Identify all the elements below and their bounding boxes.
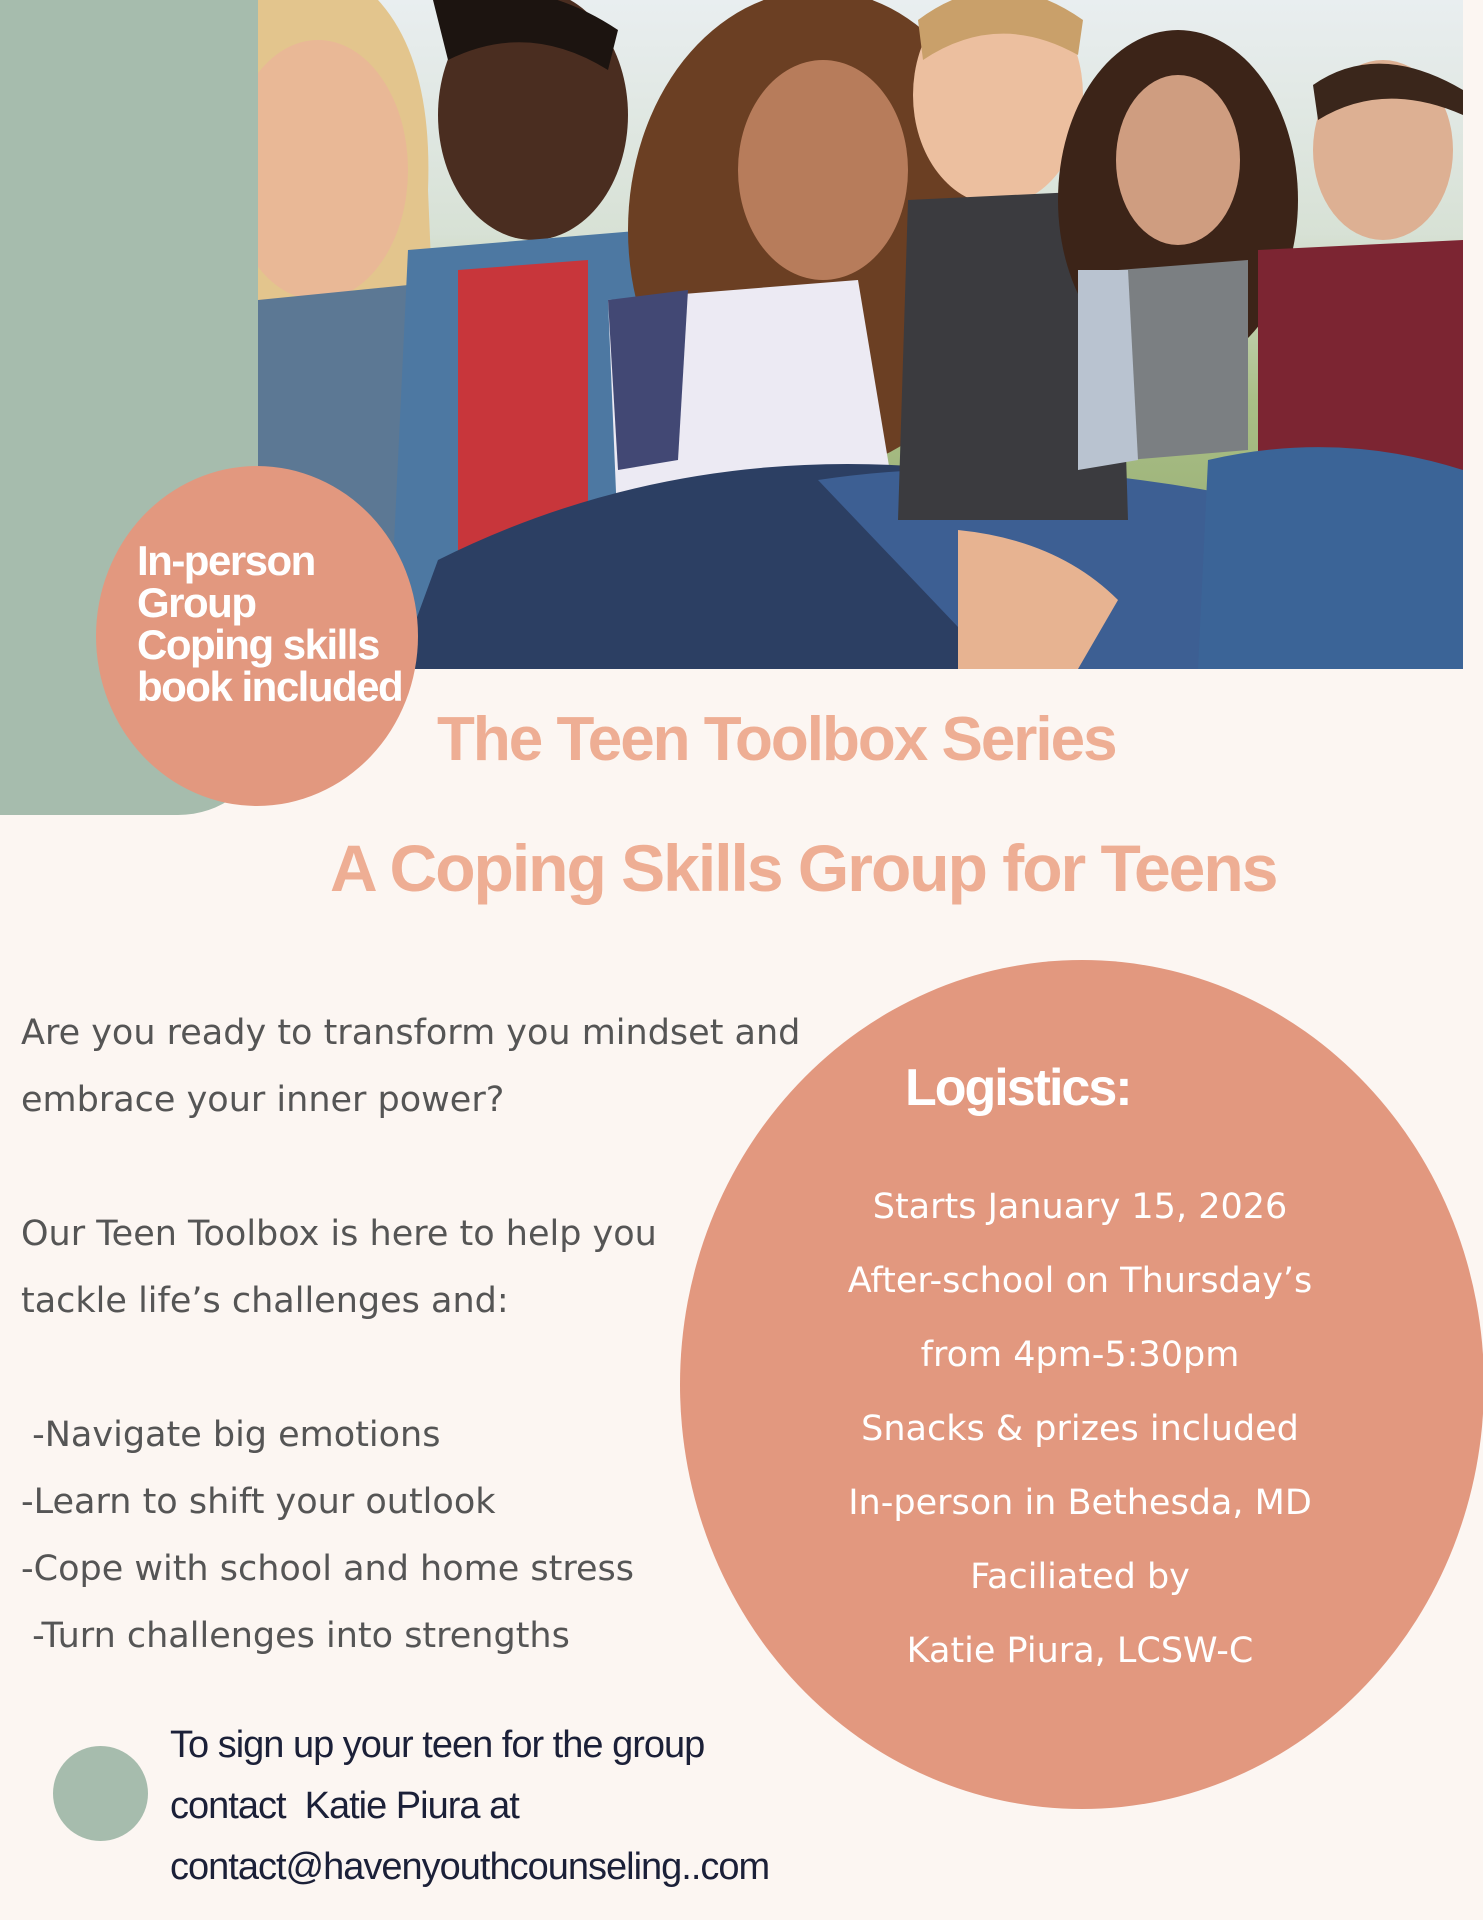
logistics-details [780,1170,1380,1688]
logistics-heading: Logistics: [905,1059,1131,1117]
logistics-line: Starts January 15, 2026 [872,1187,1288,1227]
intro-line: embrace your inner power? [21,1080,505,1120]
contact-email[interactable]: contact@havenyouthcounseling..com [170,1846,770,1888]
badge-line: Group [137,579,256,626]
intro-line: Are you ready to transform you mindset and [21,1013,801,1053]
logistics-line: In-person in Bethesda, MD [848,1483,1312,1523]
logistics-line: from 4pm-5:30pm [920,1335,1240,1375]
bullet-item: -Turn challenges into strengths [21,1616,570,1656]
bullet-item: -Navigate big emotions [21,1415,441,1455]
page-subtitle: A Coping Skills Group for Teens [330,831,1277,905]
badge-line: In-person [137,537,315,584]
page-title: The Teen Toolbox Series [437,705,1116,774]
bullet-item: -Cope with school and home stress [21,1549,634,1589]
logistics-line: Katie Piura, LCSW-C [906,1631,1254,1671]
bullet-item: -Learn to shift your outlook [21,1482,496,1522]
decorative-dot [53,1746,148,1841]
logistics-line: After-school on Thursday’s [847,1261,1313,1301]
signup-line: contact Katie Piura at [170,1785,519,1827]
intro-line: tackle life’s challenges and: [21,1281,509,1321]
intro-line: Our Teen Toolbox is here to help you [21,1214,657,1254]
logistics-line: Faciliated by [970,1557,1190,1597]
logistics-line: Snacks & prizes included [861,1409,1299,1449]
badge-line: book included [137,663,403,710]
signup-info [170,1715,970,1898]
signup-line: To sign up your teen for the group [170,1724,705,1766]
badge-line: Coping skills [137,621,379,668]
badge-text [137,537,457,710]
